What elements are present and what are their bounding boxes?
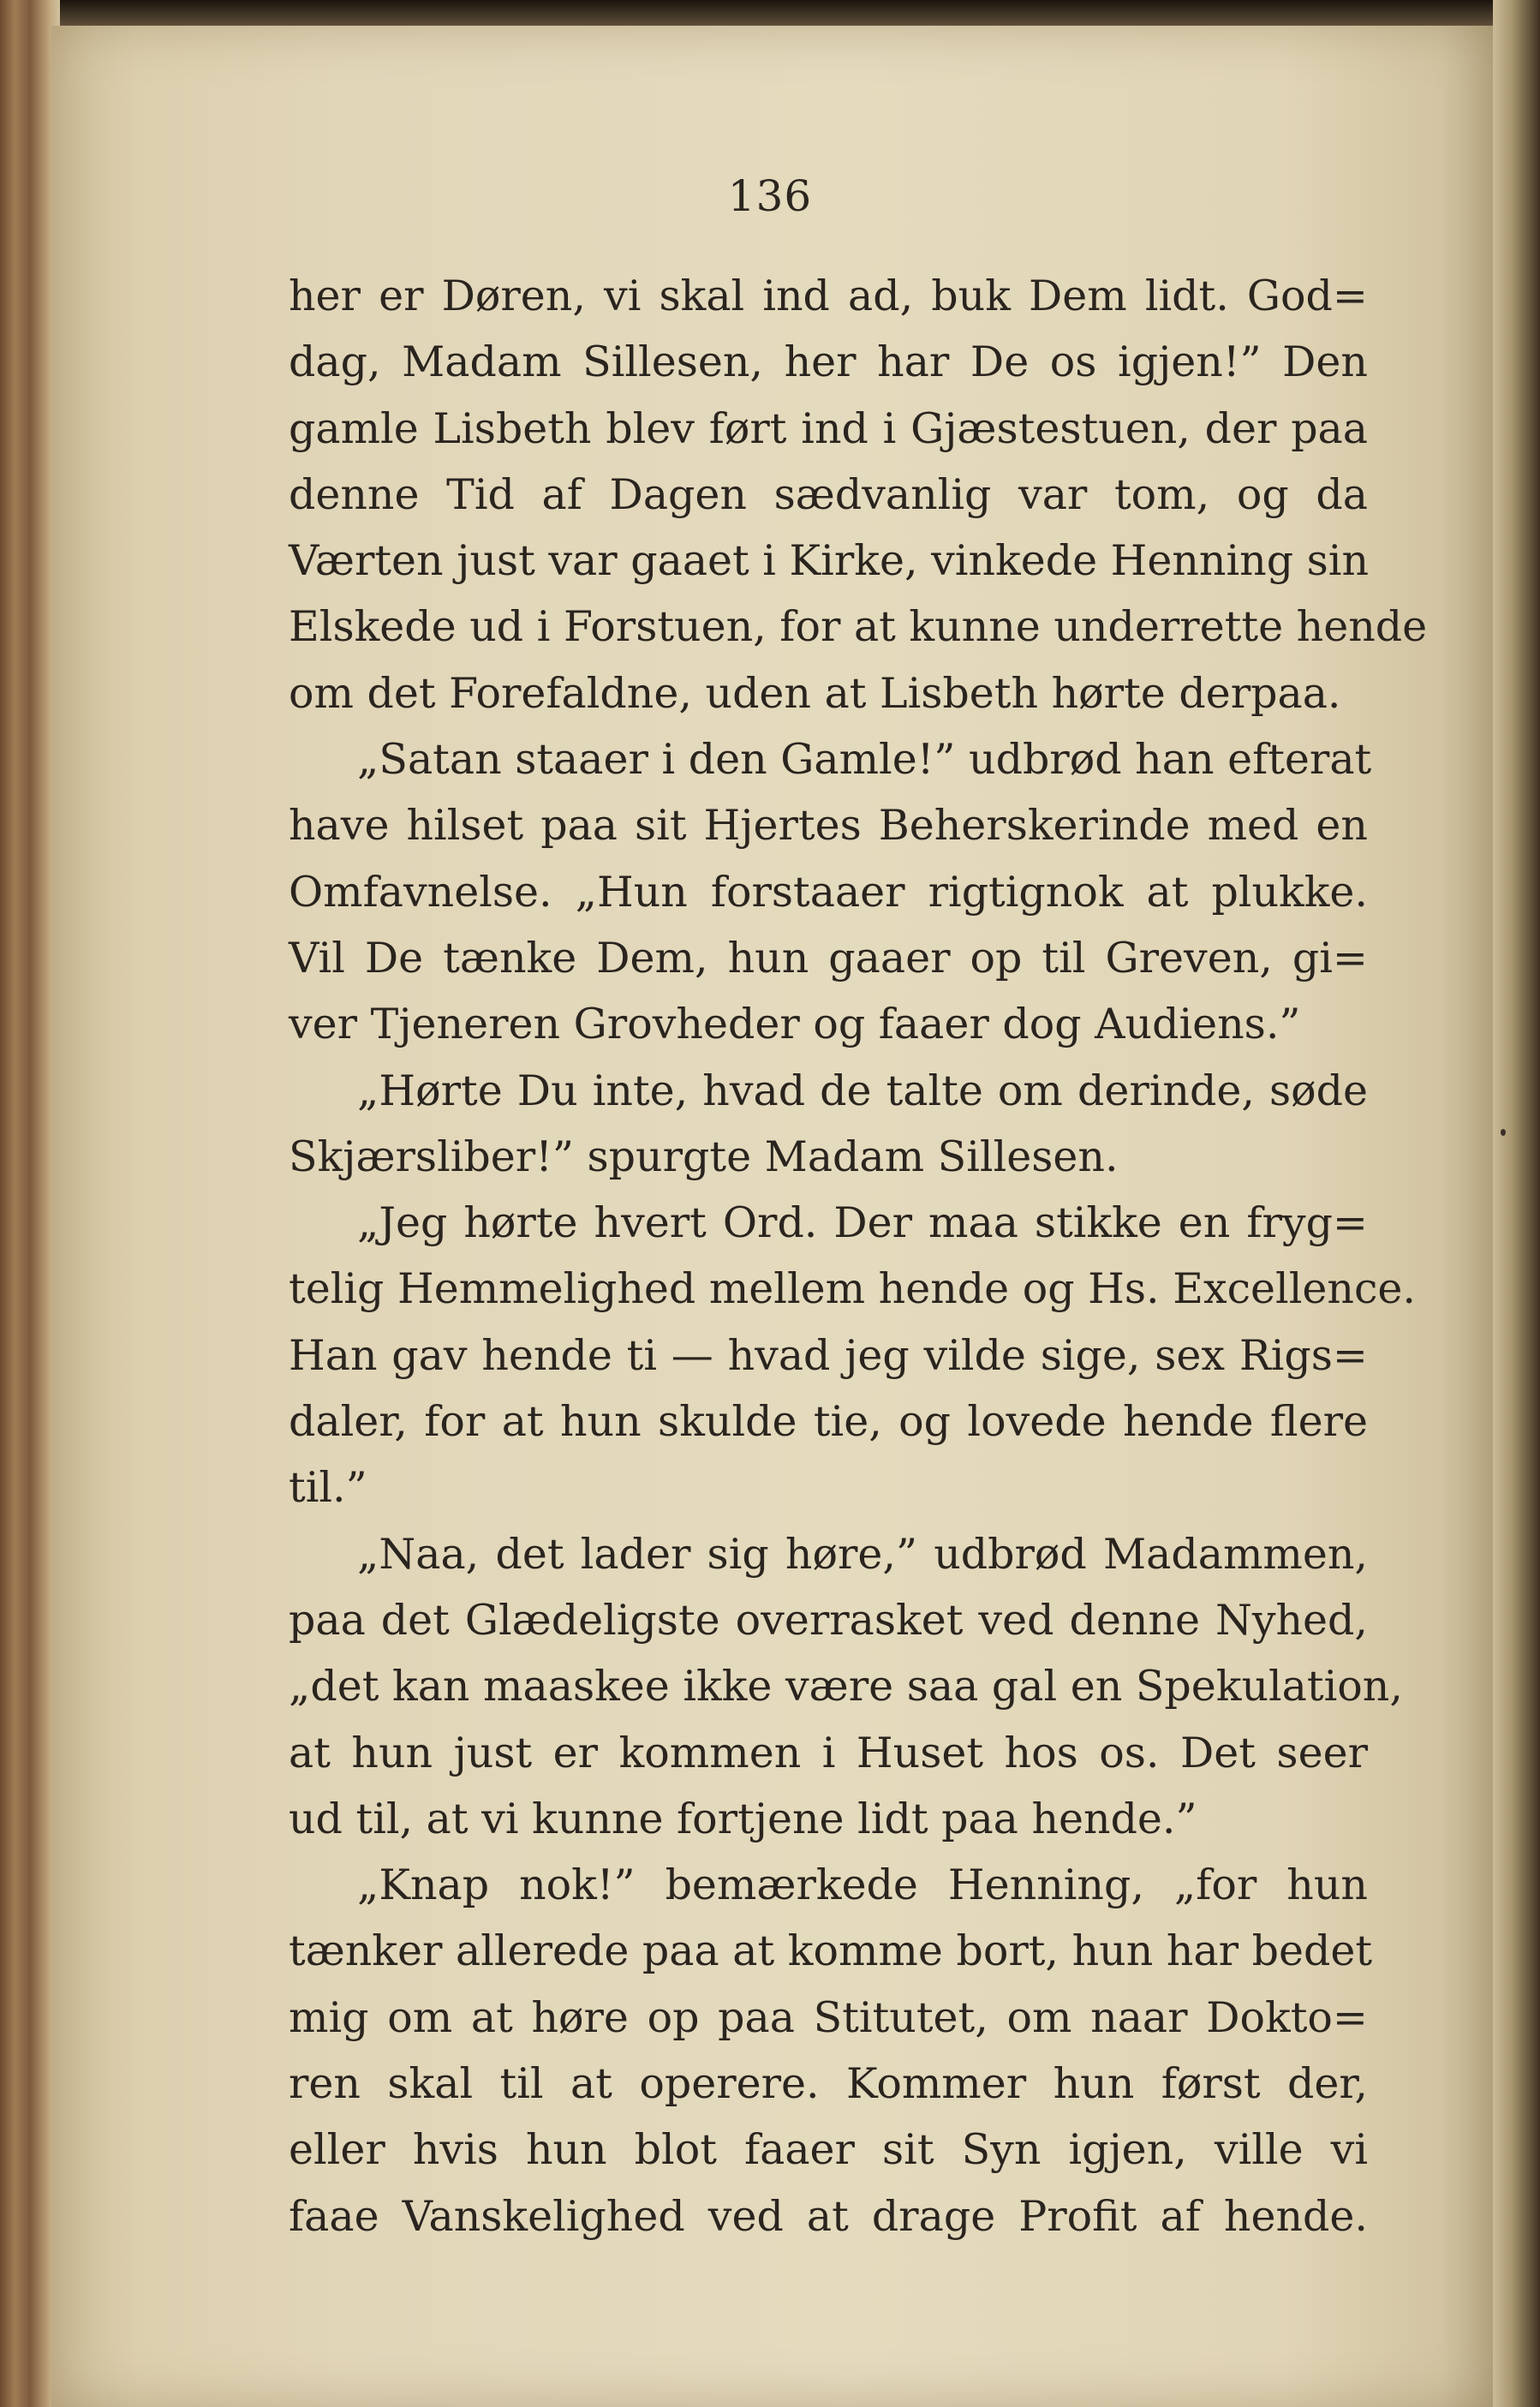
text-line: mig om at høre op paa Stitutet, om naar Dokto= xyxy=(289,1992,1368,2042)
text-line: „Hørte Du inte, hvad de talte om derinde, søde xyxy=(357,1066,1368,1115)
text-line: her er Døren, vi skal ind ad, buk Dem lidt. God= xyxy=(289,272,1368,320)
text-line: til.” xyxy=(289,1463,367,1513)
text-line: „det kan maaskee ikke være saa gal en Spekulation, xyxy=(289,1662,1403,1711)
body-text xyxy=(289,263,1428,2249)
book-right-edge xyxy=(1493,0,1540,2407)
text-line: dag, Madam Sillesen, her har De os igjen!” Den xyxy=(289,337,1368,387)
text-line: Vil De tænke Dem, hun gaaer op til Greven, gi= xyxy=(289,933,1368,983)
text-line: telig Hemmelighed mellem hende og Hs. Excellence. xyxy=(289,1264,1416,1314)
text-line: „Satan staaer i den Gamle!” udbrød han efterat xyxy=(357,735,1372,785)
text-line: ud til, at vi kunne fortjene lidt paa hende.” xyxy=(289,1794,1197,1843)
text-line: „Naa, det lader sig høre,” udbrød Madammen, xyxy=(357,1529,1368,1579)
text-line: gamle Lisbeth blev ført ind i Gjæstestuen, der paa xyxy=(289,403,1368,453)
text-line: „Jeg hørte hvert Ord. Der maa stikke en fryg= xyxy=(357,1198,1368,1248)
text-line: have hilset paa sit Hjertes Beherskerinde med en xyxy=(289,801,1368,851)
text-line: ren skal til at operere. Kommer hun først der, xyxy=(289,2059,1368,2109)
text-line: Omfavnelse. „Hun forstaaer rigtignok at plukke. xyxy=(289,867,1368,917)
text-line: „Knap nok!” bemærkede Henning, „for hun xyxy=(357,1860,1368,1910)
paper-speck xyxy=(1501,1129,1506,1136)
text-line: Elskede ud i Forstuen, for at kunne underrette hende xyxy=(289,602,1428,652)
text-line: daler, for at hun skulde tie, og lovede hende flere xyxy=(289,1397,1368,1447)
text-line: denne Tid af Dagen sædvanlig var tom, og da xyxy=(289,469,1368,519)
text-line: Skjærsliber!” spurgte Madam Sillesen. xyxy=(289,1132,1119,1181)
text-line: Værten just var gaaet i Kirke, vinkede Henning sin xyxy=(289,536,1370,586)
text-line: paa det Glædeligste overrasket ved denne Nyhed, xyxy=(289,1595,1368,1645)
text-line: ver Tjeneren Grovheder og faaer dog Audiens.” xyxy=(289,1000,1301,1049)
text-line: tænker allerede paa at komme bort, hun har bedet xyxy=(289,1926,1373,1976)
text-line: at hun just er kommen i Huset hos os. Det seer xyxy=(289,1728,1368,1777)
text-line: Han gav hende ti — hvad jeg vilde sige, sex Rigs= xyxy=(289,1330,1368,1380)
text-line: om det Forefaldne, uden at Lisbeth hørte derpaa. xyxy=(289,668,1341,718)
page-number: 136 xyxy=(727,171,813,221)
text-line: eller hvis hun blot faaer sit Syn igjen, ville vi xyxy=(289,2125,1368,2175)
text-line: faae Vanskelighed ved at drage Profit af hende. xyxy=(289,2191,1368,2241)
